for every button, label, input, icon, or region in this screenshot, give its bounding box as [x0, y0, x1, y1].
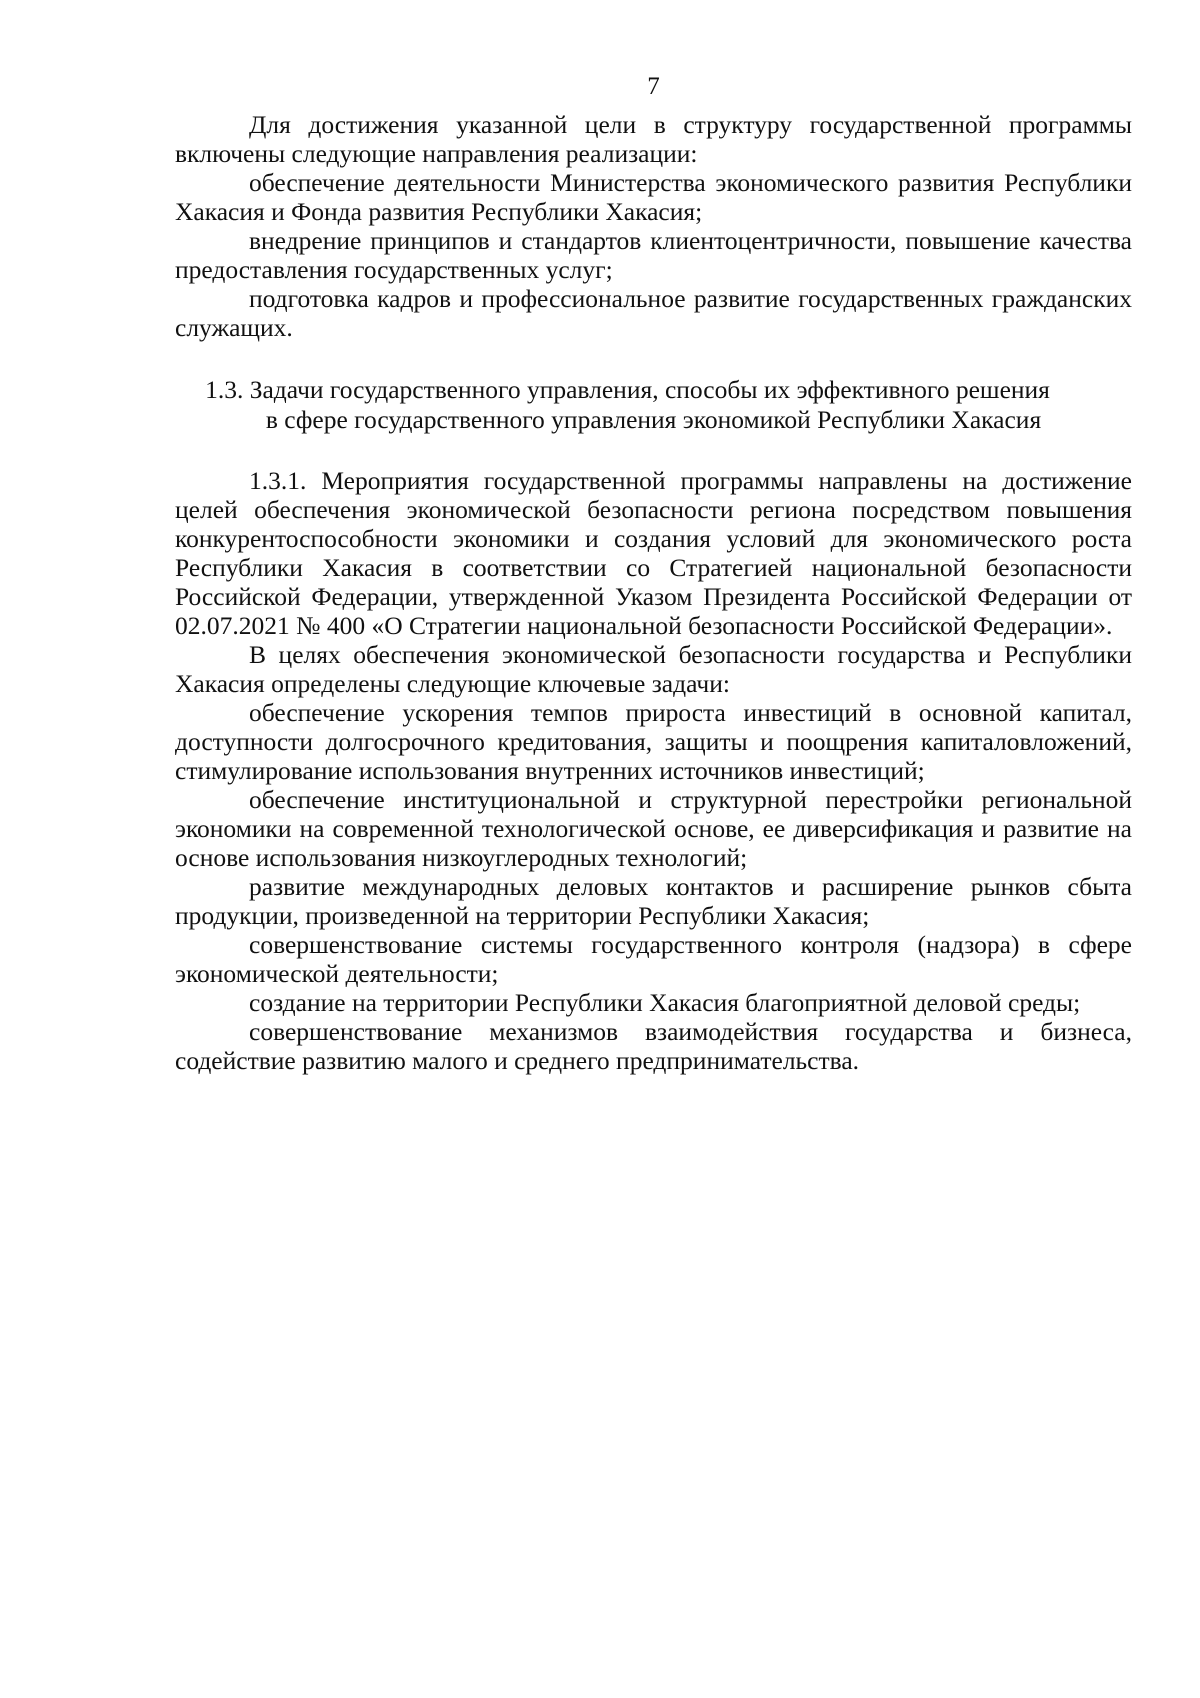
paragraph-task-international-contacts: развитие международных деловых контактов и расширение рынков сбыта продукции, произведенной на территории Республики Хакасия;: [175, 872, 1132, 930]
paragraph-direction-personnel: подготовка кадров и профессиональное развитие государственных гражданских служащих.: [175, 284, 1132, 342]
paragraph-1-3-1: 1.3.1. Мероприятия государственной программы направлены на достижение целей обеспечения экономической безопасности региона посредством повышения конкурентоспособности экономики и создания условий для экономического роста Республики Хакасия в соответствии со Стратегией национальной безопасности Российской Федерации, утвержденной Указом Президента Российской Федерации от 02.07.2021 № 400 «О Стратегии национальной безопасности Российской Федерации».: [175, 466, 1132, 640]
paragraph-task-state-control: совершенствование системы государственного контроля (надзора) в сфере экономической деятельности;: [175, 930, 1132, 988]
paragraph-direction-ministry: обеспечение деятельности Министерства экономического развития Республики Хакасия и Фонда развития Республики Хакасия;: [175, 168, 1132, 226]
paragraph-goal-structure: Для достижения указанной цели в структуру государственной программы включены следующие направления реализации:: [175, 110, 1132, 168]
paragraph-task-state-business-interaction: совершенствование механизмов взаимодействия государства и бизнеса, содействие развитию малого и среднего предпринимательства.: [175, 1017, 1132, 1075]
section-heading-line1: 1.3. Задачи государственного управления, способы их эффективного решения: [205, 375, 1050, 404]
section-heading-line2: в сфере государственного управления экономикой Республики Хакасия: [265, 405, 1042, 434]
paragraph-task-business-environment: создание на территории Республики Хакасия благоприятной деловой среды;: [249, 988, 1081, 1017]
paragraph-direction-client-centricity: внедрение принципов и стандартов клиентоцентричности, повышение качества предоставления государственных услуг;: [175, 226, 1132, 284]
document-page: [175, 72, 1132, 1075]
paragraph-task-investments: обеспечение ускорения темпов прироста инвестиций в основной капитал, доступности долгосрочного кредитования, защиты и поощрения капиталовложений, стимулирование использования внутренних источников инвестиций;: [175, 698, 1132, 785]
page-number: 7: [647, 73, 660, 100]
paragraph-key-tasks-intro: В целях обеспечения экономической безопасности государства и Республики Хакасия определены следующие ключевые задачи:: [175, 640, 1132, 698]
paragraph-task-restructuring: обеспечение институциональной и структурной перестройки региональной экономики на современной технологической основе, ее диверсификация и развитие на основе использования низкоуглеродных технологий;: [175, 785, 1132, 872]
section-heading: [175, 375, 1132, 435]
